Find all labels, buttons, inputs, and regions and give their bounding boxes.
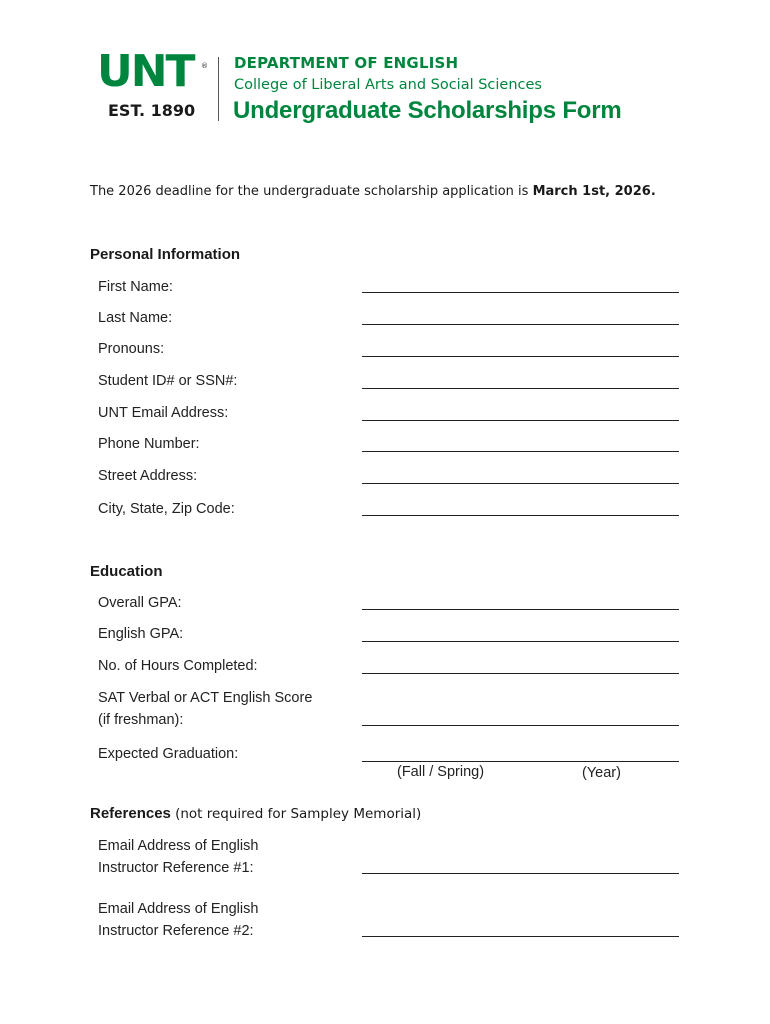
- reference2-email-field[interactable]: [362, 936, 679, 937]
- email-label: UNT Email Address:: [98, 405, 229, 421]
- english-gpa-field[interactable]: [362, 641, 679, 642]
- expected-graduation-label: Expected Graduation:: [98, 746, 239, 762]
- street-address-label: Street Address:: [98, 468, 198, 484]
- department-name: DEPARTMENT OF ENGLISH: [234, 54, 459, 72]
- deadline-notice: [90, 185, 656, 198]
- header-divider: [218, 57, 219, 121]
- section-education: Education: [90, 563, 163, 580]
- registered-mark: ®: [201, 62, 208, 70]
- first-name-field[interactable]: [362, 292, 679, 293]
- street-address-field[interactable]: [362, 483, 679, 484]
- pronouns-field[interactable]: [362, 356, 679, 357]
- city-state-zip-field[interactable]: [362, 515, 679, 516]
- first-name-label: First Name:: [98, 279, 173, 295]
- sat-score-label-line2: (if freshman):: [98, 712, 184, 728]
- section-personal-information: Personal Information: [90, 246, 241, 263]
- reference1-label-line2: Instructor Reference #1:: [98, 860, 254, 876]
- sat-score-label-line1: SAT Verbal or ACT English Score: [98, 690, 313, 706]
- reference1-label-line1: Email Address of English: [98, 838, 259, 854]
- section-references: [90, 806, 421, 822]
- email-field[interactable]: [362, 420, 679, 421]
- graduation-year-hint: (Year): [582, 765, 621, 781]
- student-id-field[interactable]: [362, 388, 679, 389]
- deadline-date: March 1st, 2026.: [532, 184, 656, 199]
- references-title: References: [90, 805, 171, 822]
- last-name-label: Last Name:: [98, 310, 173, 326]
- phone-field[interactable]: [362, 451, 679, 452]
- overall-gpa-label: Overall GPA:: [98, 595, 182, 611]
- references-note: (not required for Sampley Memorial): [175, 806, 422, 822]
- graduation-term-hint: (Fall / Spring): [397, 764, 485, 780]
- reference2-label-line2: Instructor Reference #2:: [98, 923, 254, 939]
- logo-established: EST. 1890: [108, 101, 196, 120]
- student-id-label: Student ID# or SSN#:: [98, 373, 238, 389]
- last-name-field[interactable]: [362, 324, 679, 325]
- unt-logo: UNT: [97, 46, 194, 97]
- phone-label: Phone Number:: [98, 436, 200, 452]
- reference2-label-line1: Email Address of English: [98, 901, 259, 917]
- english-gpa-label: English GPA:: [98, 626, 184, 642]
- college-name: College of Liberal Arts and Social Sciences: [234, 77, 542, 93]
- hours-completed-label: No. of Hours Completed:: [98, 658, 258, 674]
- expected-graduation-field[interactable]: [362, 761, 679, 762]
- pronouns-label: Pronouns:: [98, 341, 165, 357]
- form-title: Undergraduate Scholarships Form: [233, 97, 622, 124]
- sat-score-field[interactable]: [362, 725, 679, 726]
- deadline-text: The 2026 deadline for the undergraduate scholarship application is: [90, 184, 533, 199]
- reference1-email-field[interactable]: [362, 873, 679, 874]
- city-state-zip-label: City, State, Zip Code:: [98, 501, 235, 517]
- hours-completed-field[interactable]: [362, 673, 679, 674]
- overall-gpa-field[interactable]: [362, 609, 679, 610]
